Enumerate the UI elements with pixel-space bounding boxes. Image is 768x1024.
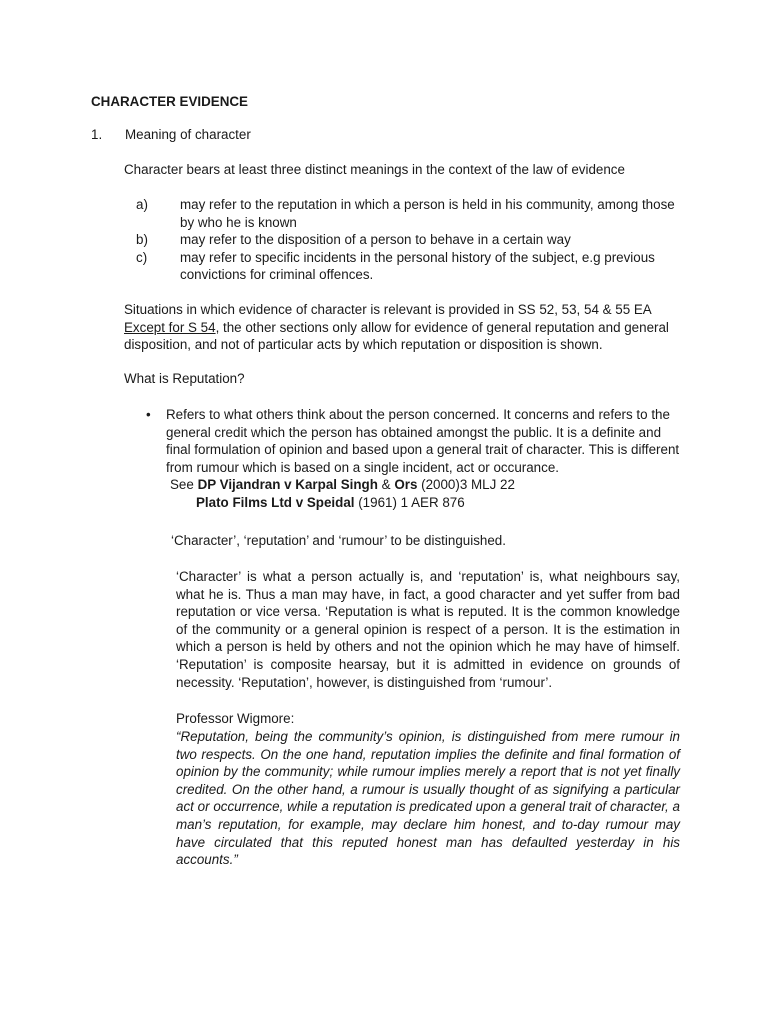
list-marker: b): [136, 232, 148, 248]
distinguish-paragraph: ‘Character’, ‘reputation’ and ‘rumour’ to be distinguished.: [171, 533, 506, 548]
case-citation-2: [196, 494, 686, 512]
case-citation-1: [170, 476, 686, 494]
meanings-list: [136, 196, 676, 284]
situations-rest: , the other sections only allow for evidence of general reputation and general disposition, and not of particular acts by which reputation or disposition is shown.: [124, 319, 669, 353]
list-marker: a): [136, 197, 148, 212]
ampersand: &: [381, 477, 391, 493]
section-number: 1.: [91, 127, 103, 142]
list-marker: c): [136, 249, 148, 265]
list-item: [136, 249, 676, 284]
wigmore-label: Professor Wigmore:: [176, 711, 295, 726]
reputation-heading: What is Reputation?: [124, 371, 245, 386]
situations-line: Situations in which evidence of character is relevant is provided in SS 52, 53, 54 & 55 EA: [124, 302, 652, 317]
reputation-bullet: [146, 406, 686, 512]
list-text: may refer to specific incidents in the personal history of the subject, e.g previous convictions for criminal offences.: [180, 249, 655, 283]
see-label: See: [170, 477, 194, 493]
list-text: may refer to the disposition of a person to behave in a certain way: [180, 232, 571, 248]
case-name: DP Vijandran v Karpal Singh: [197, 477, 378, 493]
intro-paragraph: Character bears at least three distinct meanings in the context of the law of evidence: [124, 162, 625, 177]
case-cite: (1961) 1 AER 876: [358, 494, 465, 510]
document-title: CHARACTER EVIDENCE: [91, 94, 248, 109]
case-name: Plato Films Ltd v Speidal: [196, 494, 355, 510]
section-label: Meaning of character: [125, 127, 251, 142]
underlined-exception: Except for S 54: [124, 319, 216, 335]
list-item: [136, 231, 676, 249]
case-name-ors: Ors: [394, 477, 418, 493]
situations-paragraph: [124, 301, 684, 354]
bullet-icon: •: [146, 407, 151, 422]
character-quote: ‘Character’ is what a person actually is, and ‘reputation’ is, what neighbours say, what he is. Thus a man may have, in fact, a good character and yet suffer from bad reputation or vice versa. ‘Reputation is what is reputed. It is the common knowledge of the community or a general opinion is respect of a person. It is the estimation in which a person is held by others and not the opinion which he may have of himself. ‘Reputation’ is composite hearsay, but it is admitted in evidence on grounds of necessity. ‘Reputation’, however, is distinguished from ‘rumour’.: [176, 569, 680, 690]
wigmore-quote: “Reputation, being the community’s opinion, is distinguished from mere rumour in two respects. On the one hand, reputation implies the definite and final formation of opinion by the community; while rumour implies merely a report that is not yet finally credited. On the other hand, a rumour is usually thought of as signifying a particular act or occurrence, while a reputation is predicated upon a general trait of character, a man’s reputation, for example, may declare him honest, and to-day rumour may have circulated that this reputed honest man has defaulted yesterday in his accounts.”: [176, 729, 680, 868]
bullet-text: Refers to what others think about the person concerned. It concerns and refers to the general credit which the person has obtained amongst the public. It is a definite and final formulation of opinion and based upon a general trait of character. This is different from rumour which is based on a single incident, act or occurance.: [166, 407, 680, 475]
list-item: [136, 196, 676, 231]
case-cite: (2000)3 MLJ 22: [421, 477, 515, 493]
list-text: may refer to the reputation in which a person is held in his community, among those by who he is known: [180, 197, 675, 230]
